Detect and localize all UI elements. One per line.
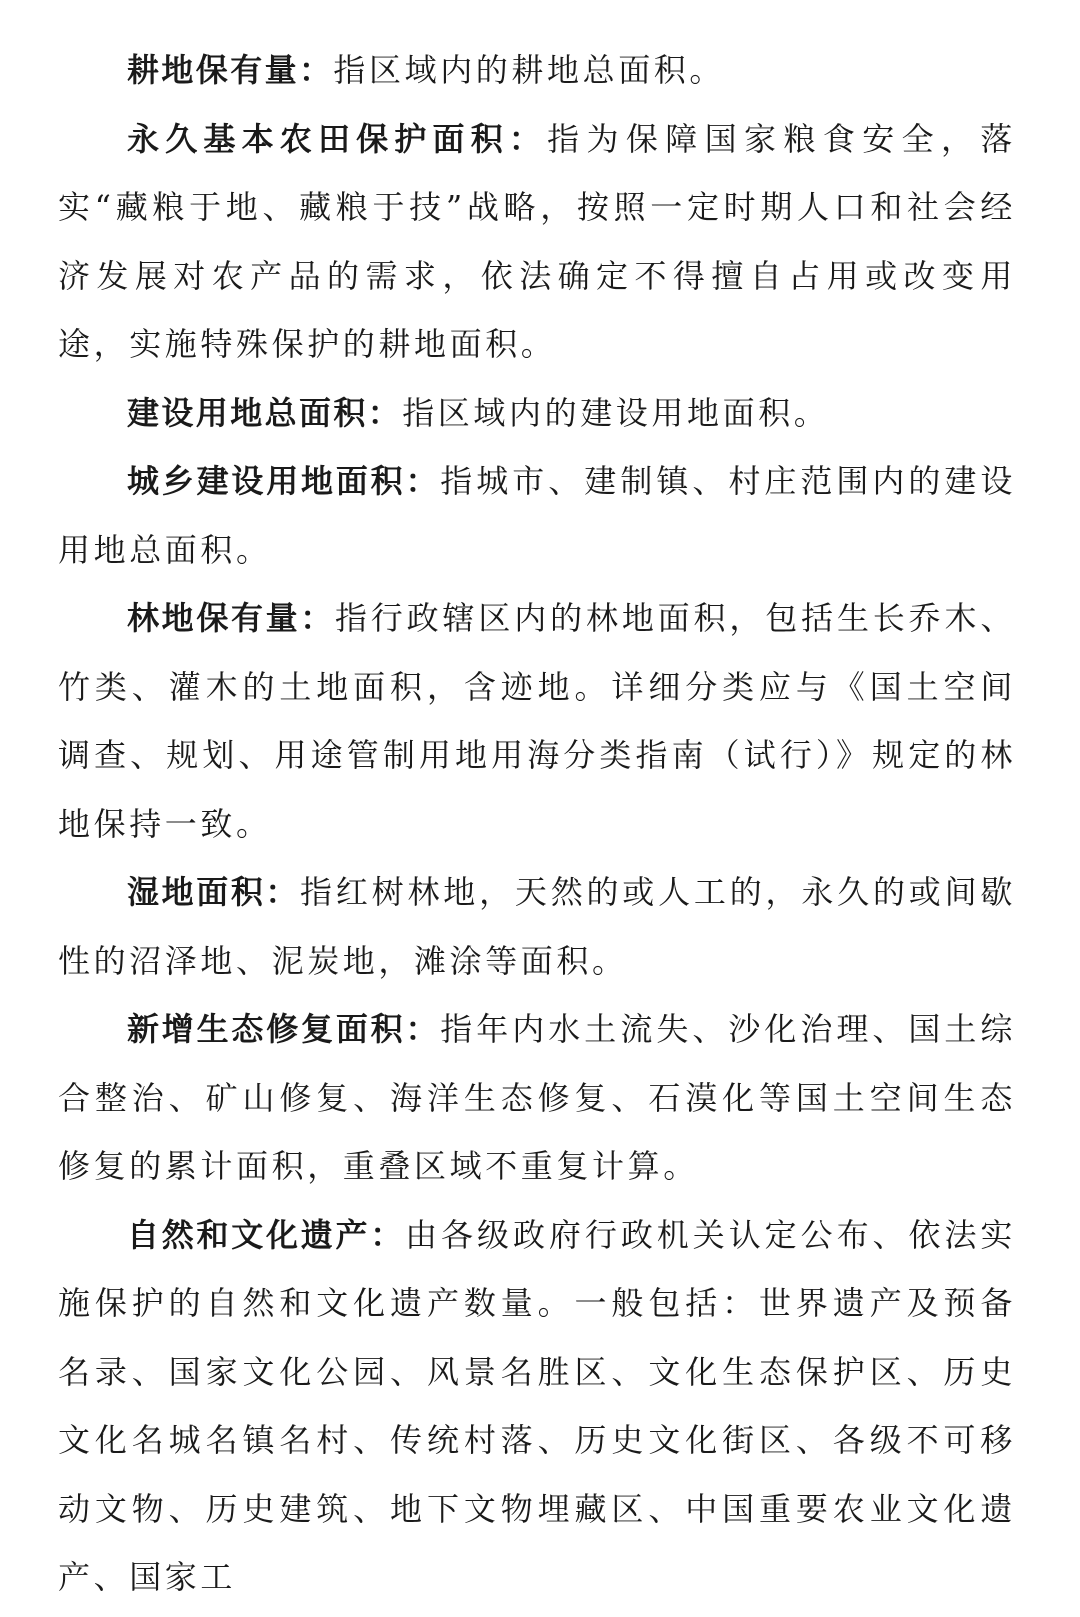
term-heading: 永久基本农田保护面积： [127, 119, 548, 158]
paragraph-forest-land [58, 584, 1016, 858]
paragraph-wetland [58, 858, 1016, 995]
term-heading: 林地保有量： [127, 599, 335, 637]
term-heading: 城乡建设用地面积： [127, 462, 441, 500]
definition-text: 指城市、建制镇、村庄范围内的建设用地总面积。 [58, 462, 1016, 569]
definition-text: 由各级政府行政机关认定公布、依法实施保护的自然和文化遗产数量。一般包括：世界遗产及预备名录、国家文化公园、风景名胜区、文化生态保护区、历史文化名城名镇名村、传统村落、历史文化街区、各级不可移动文物、历史建筑、地下文物埋藏区、中国重要农业文化遗产、国家工 [58, 1215, 1017, 1596]
paragraph-construction-land [58, 379, 1016, 448]
paragraph-permanent-farmland [58, 105, 1016, 379]
definition-text: 指年内水土流失、沙化治理、国土综合整治、矿山修复、海洋生态修复、石漠化等国土空间生态修复的累计面积，重叠区域不重复计算。 [58, 1010, 1016, 1185]
term-heading: 耕地保有量： [127, 51, 334, 89]
term-heading: 湿地面积： [127, 873, 301, 911]
definition-text: 指区域内的耕地总面积。 [333, 51, 726, 89]
definition-text: 指红树林地，天然的或人工的，永久的或间歇性的沼泽地、泥炭地，滩涂等面积。 [58, 873, 1016, 980]
paragraph-urban-rural-land [58, 447, 1016, 584]
term-heading: 建设用地总面积： [127, 393, 403, 432]
definition-text: 指区域内的建设用地面积。 [402, 393, 830, 432]
term-heading: 自然和文化遗产： [127, 1215, 406, 1254]
definition-text: 指行政辖区内的林地面积，包括生长乔木、竹类、灌木的土地面积，含迹地。详细分类应与《国土空间调查、规划、用途管制用地用海分类指南（试行）》规定的林地保持一致。 [58, 599, 1016, 843]
paragraph-cultivated-land [58, 36, 1016, 105]
paragraph-heritage [58, 1201, 1016, 1612]
definition-text: 指为保障国家粮食安全，落实“藏粮于地、藏粮于技”战略，按照一定时期人口和社会经济发展对农产品的需求，依法确定不得擅自占用或改变用途，实施特殊保护的耕地面积。 [58, 119, 1017, 363]
term-heading: 新增生态修复面积： [127, 1010, 441, 1048]
document-body [58, 36, 1016, 1612]
paragraph-eco-restoration [58, 995, 1016, 1201]
